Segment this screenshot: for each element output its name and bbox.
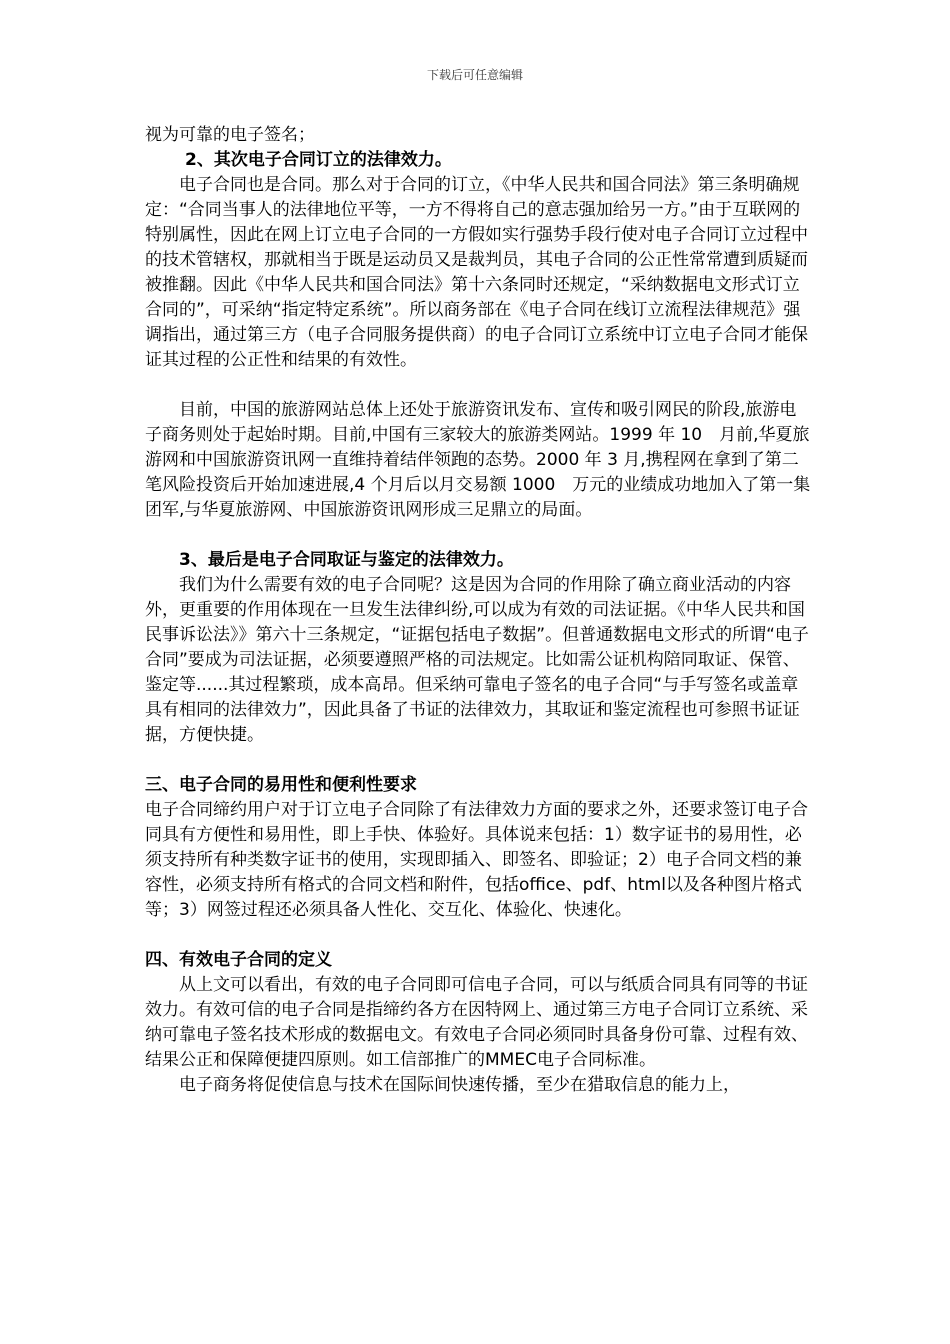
document-body (145, 123, 813, 1098)
paragraph-contract-formation: 电子合同也是合同。那么对于合同的订立，《中华人民共和国合同法》第三条明确规定：“合同当事人的法律地位平等，一方不得将自己的意志强加给另一方。”由于互联网的特别属性，因此在网上订立电子合同的一方假如实行强势手段行使对电子合同订立过程中的技术管辖权，那就相当于既是运动员又是裁判员，其电子合同的公正性常常遭到质疑而被推翻。因此《中华人民共和国合同法》第十六条同时还规定，“采纳数据电文形式订立合同的”，可采纳“指定特定系统”。所以商务部在《电子合同在线订立流程法律规范》强调指出，通过第三方（电子合同服务提供商）的电子合同订立系统中订立电子合同才能保证其过程的公正性和结果的有效性。 (145, 175, 808, 370)
paragraph-ecommerce: 电子商务将促使信息与技术在国际间快速传播，至少在猎取信息的能力上， (179, 1075, 740, 1095)
spacer (145, 373, 813, 398)
spacer (145, 748, 813, 773)
page-header: 下载后可任意编辑 (426, 68, 523, 82)
subheading-evidence-validity: 3、最后是电子合同取证与鉴定的法律效力。 (179, 550, 514, 570)
paragraph-travel-websites: 目前，中国的旅游网站总体上还处于旅游资讯发布、宣传和吸引网民的阶段,旅游电子商务则处于起始时期。目前,中国有三家较大的旅游类网站。1999 年 10 月前,华夏旅游网和中国旅游资讯网一直维持着结伴领跑的态势。2000 年 3 月,携程网在拿到了第二笔风险投资后开始加速进展,4 个月后以月交易额 1000 万元的业绩成功地加入了第一集团军,与华夏旅游网、中国旅游资讯网形成三足鼎立的局面。 (145, 400, 811, 520)
paragraph-usability: 电子合同缔约用户对于订立电子合同除了有法律效力方面的要求之外，还要求签订电子合同具有方便性和易用性，即上手快、体验好。具体说来包括：1）数字证书的易用性，必须支持所有种类数字证书的使用，实现即插入、即签名、即验证；2）电子合同文档的兼容性，必须支持所有格式的合同文档和附件，包括office、pdf、html以及各种图片格式等；3）网签过程还必须具备人性化、交互化、体验化、快速化。 (145, 800, 808, 920)
subheading-formation-validity: 2、其次电子合同订立的法律效力。 (185, 150, 452, 170)
section-heading-usability: 三、电子合同的易用性和便利性要求 (145, 775, 417, 795)
spacer (145, 923, 813, 948)
paragraph-intro: 视为可靠的电子签名； (145, 125, 315, 145)
spacer (145, 523, 813, 548)
section-heading-definition: 四、有效电子合同的定义 (145, 950, 332, 970)
paragraph-evidence: 我们为什么需要有效的电子合同呢？这是因为合同的作用除了确立商业活动的内容外，更重要的作用体现在一旦发生法律纠纷,可以成为有效的司法证据。《中华人民共和国民事诉讼法》》第六十三条规定，“证据包括电子数据”。但普通数据电文形式的所谓“电子合同”要成为司法证据，必须要遵照严格的司法规定。比如需公证机构陪同取证、保管、鉴定等......其过程繁琐，成本高昂。但采纳可靠电子签名的电子合同“与手写签名或盖章具有相同的法律效力”，因此具备了书证的法律效力，其取证和鉴定流程也可参照书证证据，方便快捷。 (145, 575, 809, 745)
paragraph-definition: 从上文可以看出，有效的电子合同即可信电子合同，可以与纸质合同具有同等的书证效力。有效可信的电子合同是指缔约各方在因特网上、通过第三方电子合同订立系统、采纳可靠电子签名技术形成的数据电文。有效电子合同必须同时具备身份可靠、过程有效、结果公正和保障便捷四原则。如工信部推广的MMEC电子合同标准。 (145, 975, 808, 1070)
